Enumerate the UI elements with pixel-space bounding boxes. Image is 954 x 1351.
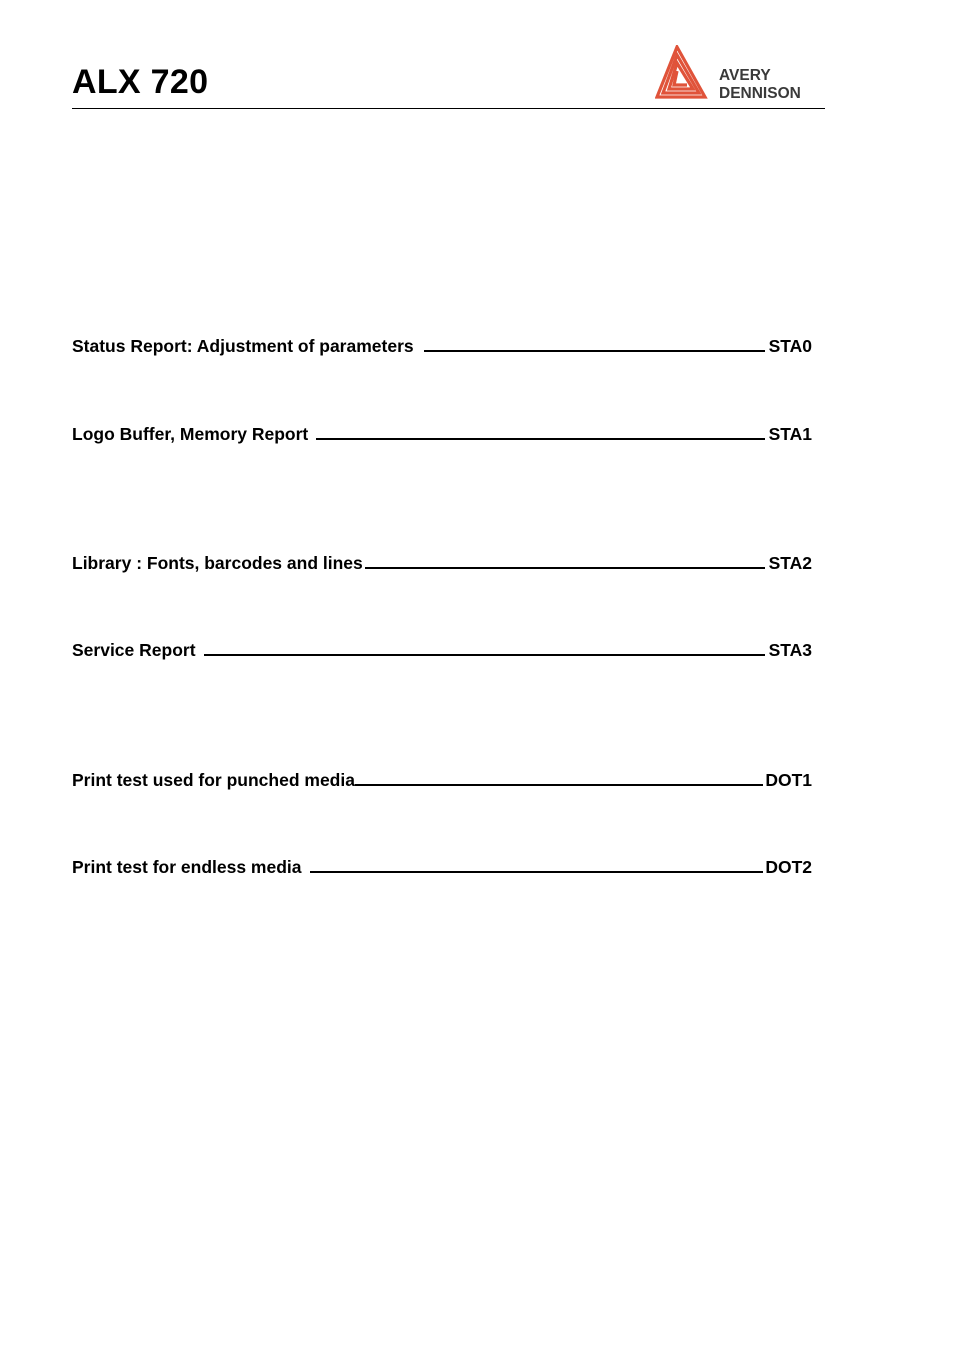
toc-entry-code: STA3 [768,640,812,660]
toc-entry-sta1 [72,423,812,447]
toc-entry-label: Service Report [72,640,196,660]
toc-leader-line [204,639,765,656]
toc-entry-dot1 [72,769,812,793]
toc-leader-line [355,769,763,786]
avery-dennison-logo [655,45,821,101]
logo-word-avery: AVERY [719,67,771,84]
toc-leader-line [424,335,765,352]
toc-entry-code: STA0 [768,336,812,356]
logo-word-dennison: DENNISON [719,85,801,101]
toc-entry-label: Print test for endless media [72,857,302,877]
toc-entry-sta3 [72,639,812,663]
toc-entry-label: Print test used for punched media [72,770,355,790]
toc-entry-sta2 [72,552,812,576]
toc-entry-dot2 [72,856,812,880]
document-title: ALX 720 [72,63,209,101]
toc-entry-label: Status Report: Adjustment of parameters [72,336,414,356]
page-header [72,40,825,109]
toc-entry-code: STA2 [768,553,812,573]
toc-entry-code: STA1 [768,424,812,444]
toc-entry-label: Library : Fonts, barcodes and lines [72,553,363,573]
toc-entry-code: DOT2 [765,857,812,877]
toc-entry-sta0 [72,335,812,359]
toc-leader-line [310,856,764,873]
toc-leader-line [316,423,764,440]
toc-entry-label: Logo Buffer, Memory Report [72,424,309,444]
toc-entry-code: DOT1 [765,770,812,790]
toc-leader-line [365,552,765,569]
